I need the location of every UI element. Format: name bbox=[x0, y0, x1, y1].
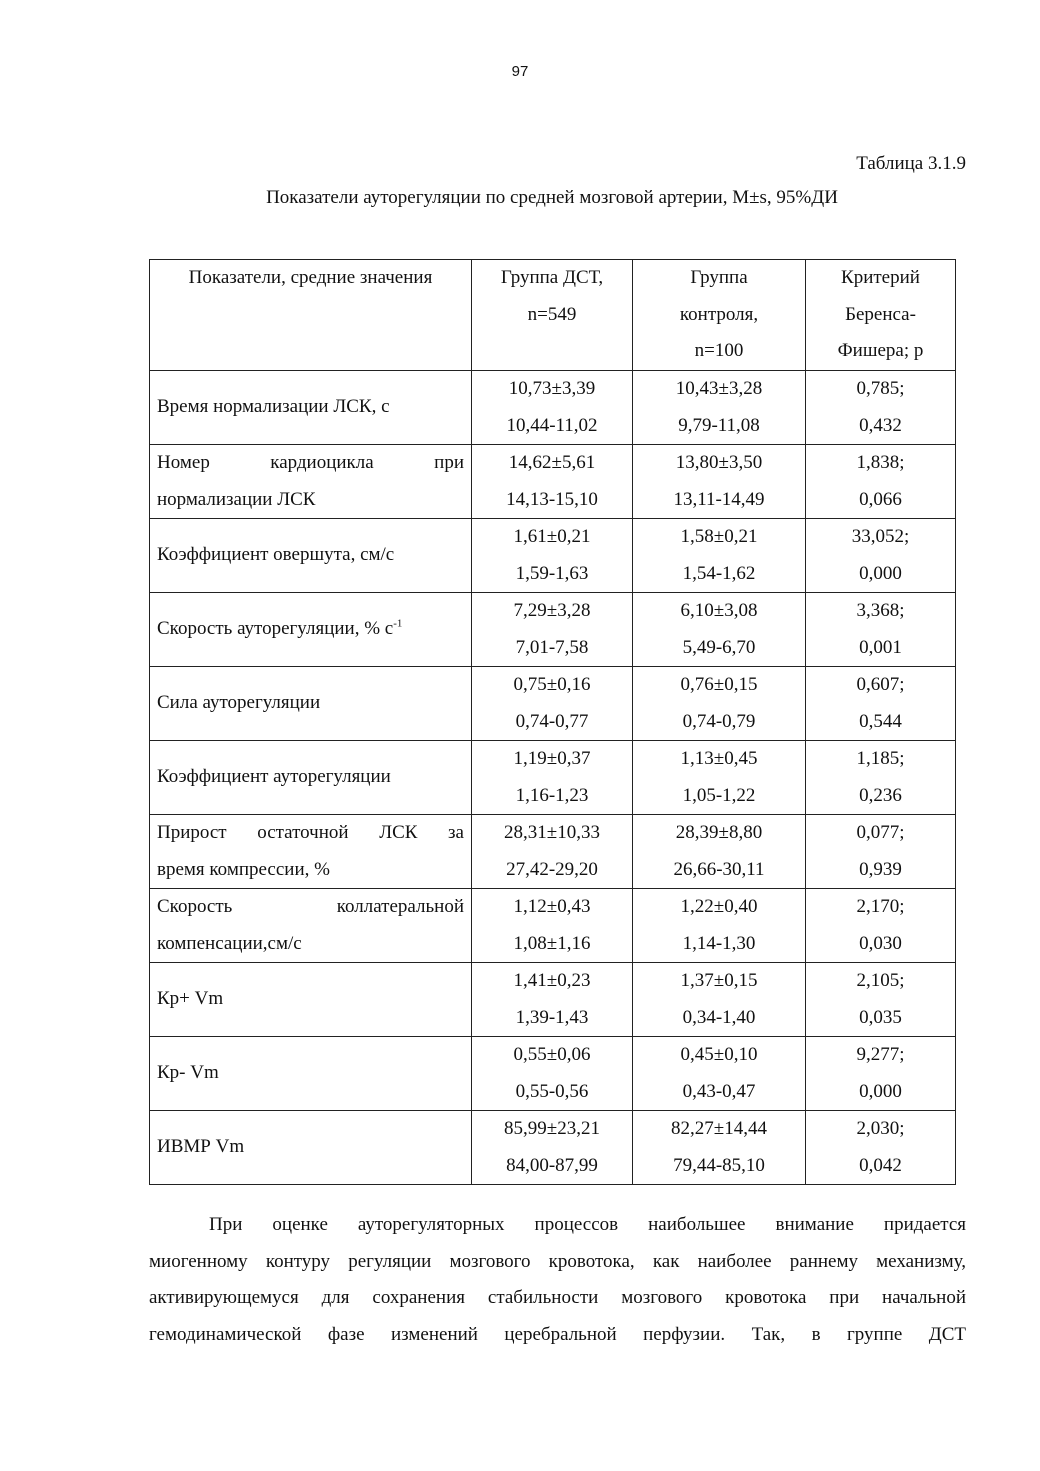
control-value-cell: 0,76±0,15 0,74-0,79 bbox=[633, 667, 806, 741]
indicator-cell: Номер кардиоцикла при нормализации ЛСК bbox=[150, 445, 472, 519]
criterion-value-cell: 33,052; 0,000 bbox=[806, 519, 956, 593]
indicator-cell: Сила ауторегуляции bbox=[150, 667, 472, 741]
control-value-cell: 0,45±0,10 0,43-0,47 bbox=[633, 1037, 806, 1111]
control-value-cell: 28,39±8,80 26,66-30,11 bbox=[633, 815, 806, 889]
control-value-cell: 6,10±3,08 5,49-6,70 bbox=[633, 593, 806, 667]
page-number: 97 bbox=[511, 63, 529, 80]
indicator-cell: ИВМР Vm bbox=[150, 1111, 472, 1185]
table-row bbox=[150, 445, 956, 519]
paragraph-line: активирующемуся для сохранения стабильности мозгового кровотока при начальной bbox=[149, 1287, 966, 1308]
table-row bbox=[150, 667, 956, 741]
dst-value-cell: 28,31±10,33 27,42-29,20 bbox=[472, 815, 633, 889]
body-paragraph bbox=[149, 1207, 966, 1353]
indicator-cell: Коэффициент овершута, см/с bbox=[150, 519, 472, 593]
control-value-cell: 13,80±3,50 13,11-14,49 bbox=[633, 445, 806, 519]
dst-value-cell: 0,55±0,06 0,55-0,56 bbox=[472, 1037, 633, 1111]
dst-value-cell: 1,61±0,21 1,59-1,63 bbox=[472, 519, 633, 593]
indicator-cell: Время нормализации ЛСК, с bbox=[150, 371, 472, 445]
dst-value-cell: 85,99±23,21 84,00-87,99 bbox=[472, 1111, 633, 1185]
table-row bbox=[150, 815, 956, 889]
indicator-cell: Коэффициент ауторегуляции bbox=[150, 741, 472, 815]
indicator-cell: Кр- Vm bbox=[150, 1037, 472, 1111]
table-row bbox=[150, 963, 956, 1037]
autoregulation-table bbox=[149, 259, 956, 1185]
table-row bbox=[150, 1111, 956, 1185]
criterion-value-cell: 2,105; 0,035 bbox=[806, 963, 956, 1037]
criterion-value-cell: 2,030; 0,042 bbox=[806, 1111, 956, 1185]
table-row bbox=[150, 519, 956, 593]
control-value-cell: 1,58±0,21 1,54-1,62 bbox=[633, 519, 806, 593]
criterion-value-cell: 0,785; 0,432 bbox=[806, 371, 956, 445]
dst-value-cell: 1,19±0,37 1,16-1,23 bbox=[472, 741, 633, 815]
dst-value-cell: 7,29±3,28 7,01-7,58 bbox=[472, 593, 633, 667]
control-value-cell: 82,27±14,44 79,44-85,10 bbox=[633, 1111, 806, 1185]
paragraph-line: При оценке ауторегуляторных процессов наибольшее внимание придается bbox=[209, 1214, 966, 1235]
indicator-cell: Кр+ Vm bbox=[150, 963, 472, 1037]
paragraph-line: гемодинамической фазе изменений церебральной перфузии. Так, в группе ДСТ bbox=[149, 1323, 966, 1345]
table-label: Таблица 3.1.9 bbox=[856, 153, 966, 174]
table-row bbox=[150, 741, 956, 815]
table-row bbox=[150, 371, 956, 445]
control-value-cell: 1,13±0,45 1,05-1,22 bbox=[633, 741, 806, 815]
criterion-value-cell: 0,077; 0,939 bbox=[806, 815, 956, 889]
indicator-cell: Скорость ауторегуляции, % $с^{-1}$ bbox=[150, 593, 472, 667]
dst-value-cell: 10,73±3,39 10,44-11,02 bbox=[472, 371, 633, 445]
control-value-cell: 10,43±3,28 9,79-11,08 bbox=[633, 371, 806, 445]
header-group-dst: Группа ДСТ, n=549 bbox=[472, 260, 633, 371]
table-row bbox=[150, 593, 956, 667]
criterion-value-cell: 1,838; 0,066 bbox=[806, 445, 956, 519]
paragraph-line: миогенному контуру регуляции мозгового кровотока, как наиболее раннему механизму, bbox=[149, 1250, 966, 1272]
dst-value-cell: 14,62±5,61 14,13-15,10 bbox=[472, 445, 633, 519]
criterion-value-cell: 3,368; 0,001 bbox=[806, 593, 956, 667]
criterion-value-cell: 2,170; 0,030 bbox=[806, 889, 956, 963]
control-value-cell: 1,37±0,15 0,34-1,40 bbox=[633, 963, 806, 1037]
dst-value-cell: 0,75±0,16 0,74-0,77 bbox=[472, 667, 633, 741]
indicator-cell: Прирост остаточной ЛСК за время компрессии, % bbox=[150, 815, 472, 889]
criterion-value-cell: 1,185; 0,236 bbox=[806, 741, 956, 815]
criterion-value-cell: 0,607; 0,544 bbox=[806, 667, 956, 741]
dst-value-cell: 1,41±0,23 1,39-1,43 bbox=[472, 963, 633, 1037]
dst-value-cell: 1,12±0,43 1,08±1,16 bbox=[472, 889, 633, 963]
table-row bbox=[150, 1037, 956, 1111]
table-header-row bbox=[150, 260, 956, 371]
criterion-value-cell: 9,277; 0,000 bbox=[806, 1037, 956, 1111]
control-value-cell: 1,22±0,40 1,14-1,30 bbox=[633, 889, 806, 963]
header-group-control: Группа контроля, n=100 bbox=[633, 260, 806, 371]
header-criterion: Критерий Беренса- Фишера; р bbox=[806, 260, 956, 371]
header-indicator: Показатели, средние значения bbox=[150, 260, 472, 371]
table-title: Показатели ауторегуляции по средней мозговой артерии, M±s, 95%ДИ bbox=[266, 187, 838, 208]
indicator-cell: Скорость коллатеральной компенсации,см/с bbox=[150, 889, 472, 963]
table-row bbox=[150, 889, 956, 963]
